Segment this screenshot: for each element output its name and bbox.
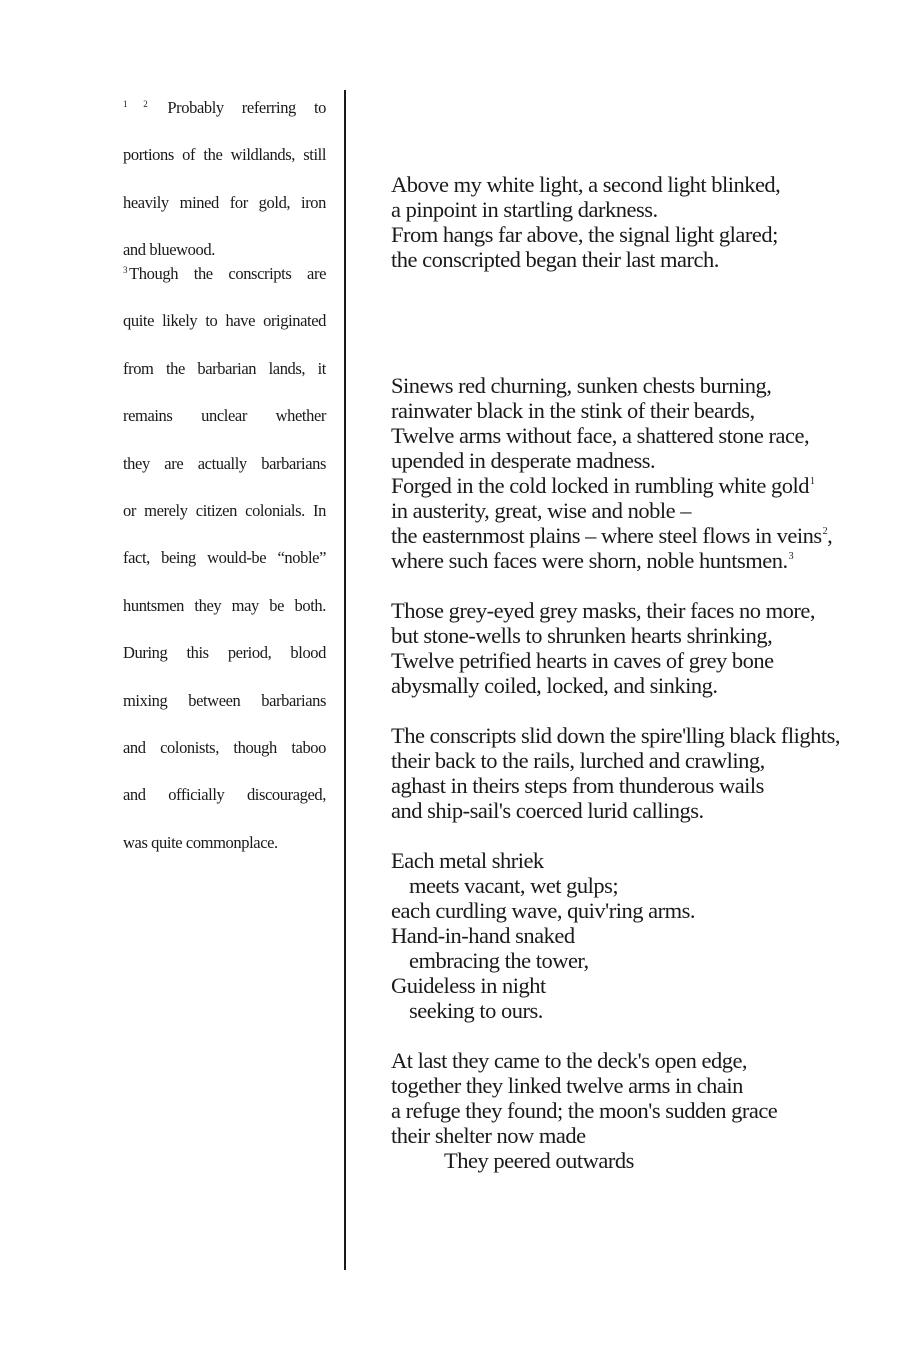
poem-line: a refuge they found; the moon's sudden grace <box>391 1098 778 1123</box>
footnote-mark: 3 <box>123 265 128 275</box>
footnote-line: mixing between barbarians <box>123 690 326 710</box>
footnote-ref-2: 2 <box>822 526 828 537</box>
footnote-line: and bluewood. <box>123 240 215 260</box>
poem-line: They peered outwards <box>444 1148 634 1173</box>
footnote-line: was quite commonplace. <box>123 832 278 852</box>
poem-line: rainwater black in the stink of their beards, <box>391 398 755 423</box>
footnote-3 <box>123 262 326 855</box>
footnote-line: or merely citizen colonials. In <box>123 501 326 521</box>
poem-line: Those grey-eyed grey masks, their faces no more, <box>391 598 815 623</box>
poem-line: From hangs far above, the signal light glared; <box>391 222 778 247</box>
poem-line: meets vacant, wet gulps; <box>409 873 619 898</box>
poem-line: The conscripts slid down the spire'lling black flights, <box>391 723 840 748</box>
footnote-line: heavily mined for gold, iron <box>123 192 326 212</box>
poem-line: At last they came to the deck's open edge, <box>391 1048 748 1073</box>
footnote-line: remains unclear whether <box>123 406 326 426</box>
stanza-1 <box>391 172 780 272</box>
poem-line: and ship-sail's coerced lurid callings. <box>391 798 704 823</box>
footnote-line: they are actually barbarians <box>123 453 326 473</box>
poem-line: Hand-in-hand snaked <box>391 923 575 948</box>
footnote-line: and officially discouraged, <box>123 785 326 805</box>
stanza-5 <box>391 848 695 1023</box>
poem-line: in austerity, great, wise and noble – <box>391 498 691 523</box>
footnote-line: and colonists, though taboo <box>123 738 326 758</box>
footnote-line: huntsmen they may be both. <box>123 595 326 615</box>
stanza-4 <box>391 723 840 823</box>
poem-line-text: the easternmost plains – where steel flows in veins <box>391 523 822 548</box>
stanza-2 <box>391 373 832 573</box>
poem-line: their shelter now made <box>391 1123 586 1148</box>
poem-line: their back to the rails, lurched and crawling, <box>391 748 765 773</box>
poem-line: the conscripted began their last march. <box>391 247 719 272</box>
footnote-mark: 1 2 <box>123 99 148 109</box>
poem-line-punct: , <box>827 523 833 548</box>
poem-line: Sinews red churning, sunken chests burning, <box>391 373 772 398</box>
poem-line: upended in desperate madness. <box>391 448 656 473</box>
poem-line: abysmally coiled, locked, and sinking. <box>391 673 718 698</box>
footnote-ref-3: 3 <box>788 551 794 562</box>
stanza-6 <box>391 1048 777 1173</box>
footnote-line: portions of the wildlands, still <box>123 145 326 165</box>
footnote-ref-1: 1 <box>810 476 815 487</box>
poem-line: seeking to ours. <box>409 998 543 1023</box>
poem-line <box>391 548 832 573</box>
poem-line: Twelve arms without face, a shattered stone race, <box>391 423 810 448</box>
footnote-line: from the barbarian lands, it <box>123 358 326 378</box>
poem-line: Guideless in night <box>391 973 546 998</box>
footnote-line: quite likely to have originated <box>123 311 326 331</box>
footnote-1-2 <box>123 96 326 262</box>
poem-line: Twelve petrified hearts in caves of grey bone <box>391 648 774 673</box>
poem-line: a pinpoint in startling darkness. <box>391 197 658 222</box>
poem-line <box>391 523 832 548</box>
poem-line: embracing the tower, <box>409 948 589 973</box>
footnote-line: Probably referring to <box>167 98 326 117</box>
poem-line: together they linked twelve arms in chain <box>391 1073 743 1098</box>
poem-line: Above my white light, a second light blinked, <box>391 172 781 197</box>
poem-line: but stone-wells to shrunken hearts shrinking, <box>391 623 773 648</box>
column-divider <box>344 90 346 1270</box>
footnote-line: During this period, blood <box>123 643 326 663</box>
poem-line: Each metal shriek <box>391 848 544 873</box>
poem-line: aghast in theirs steps from thunderous wails <box>391 773 764 798</box>
poem-line: each curdling wave, quiv'ring arms. <box>391 898 695 923</box>
poem-line-text: Forged in the cold locked in rumbling white gold <box>391 473 810 498</box>
poem-line-text: where such faces were shorn, noble huntsmen. <box>391 548 788 573</box>
poem-line <box>391 473 832 498</box>
footnote-line: Though the conscripts are <box>129 264 326 283</box>
footnote-line: fact, being would-be “noble” <box>123 548 326 568</box>
stanza-3 <box>391 598 815 698</box>
